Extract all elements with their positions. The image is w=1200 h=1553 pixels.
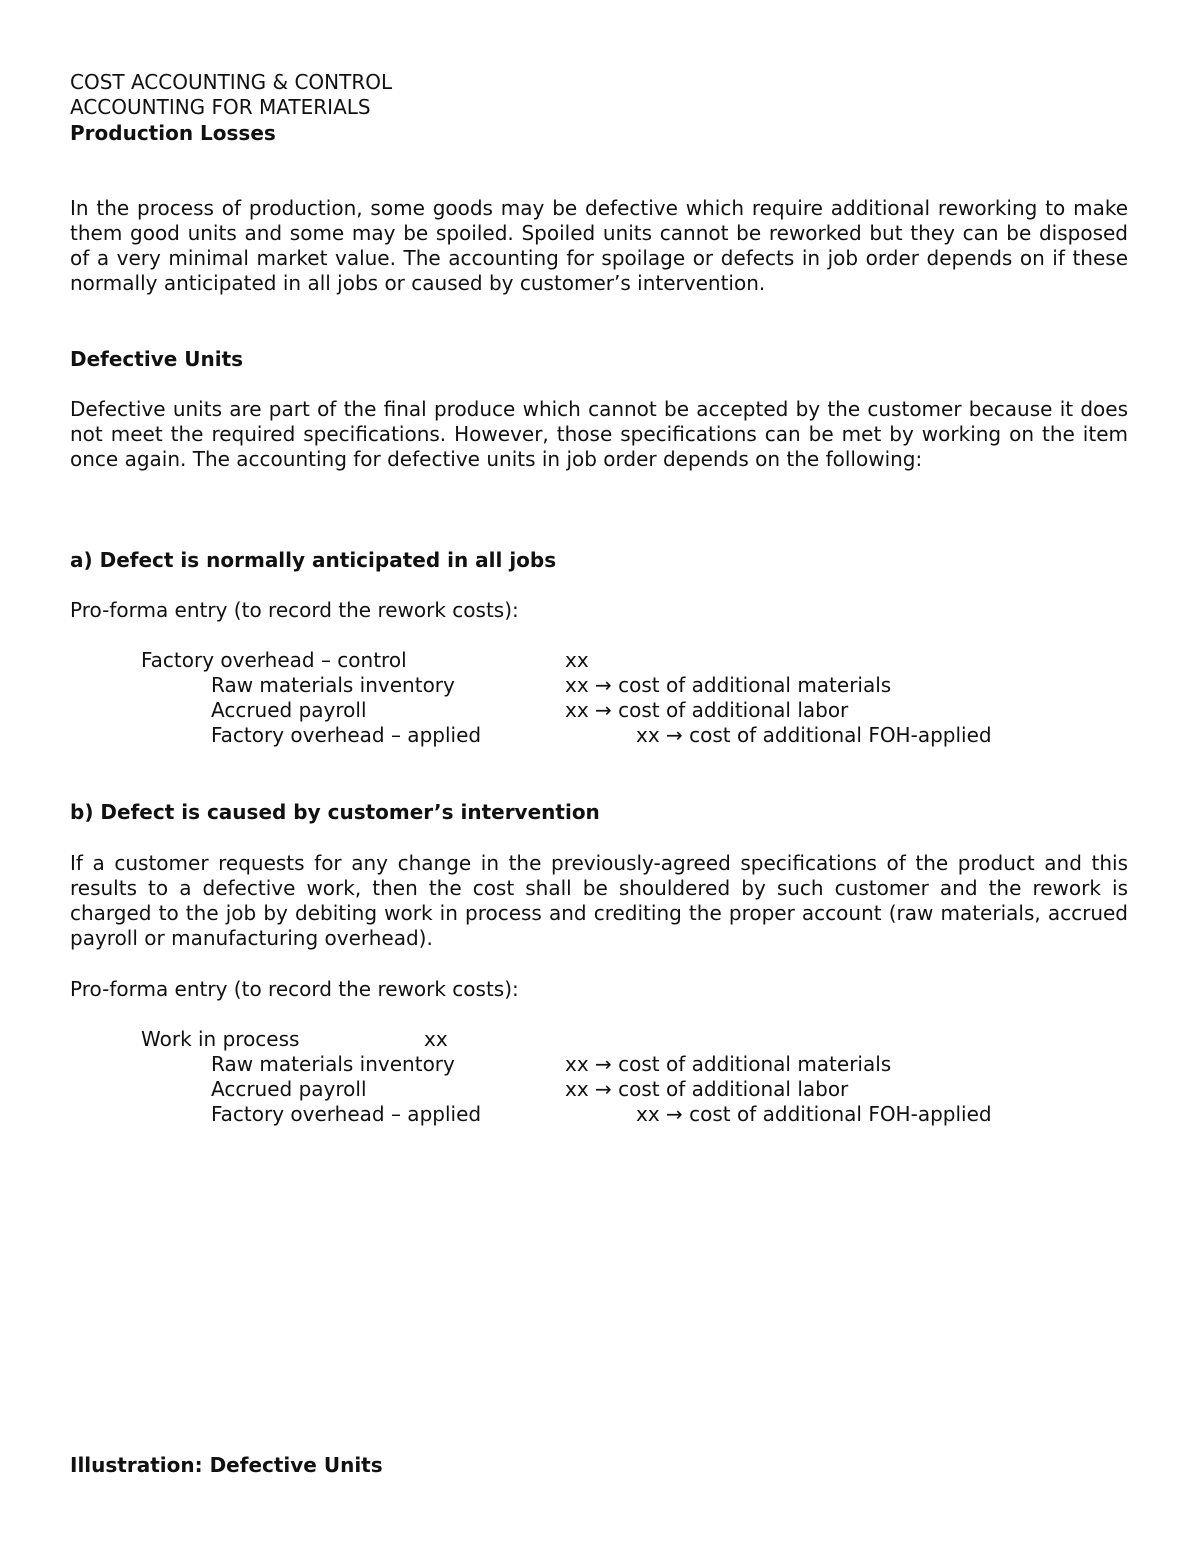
case-b-entry-3-amount: xx → cost of additional labor xyxy=(565,1077,849,1101)
case-a-entry-3-account: Accrued payroll xyxy=(211,698,367,722)
case-b-entry-1-account: Work in process xyxy=(141,1027,300,1051)
case-b-paragraph: If a customer requests for any change in the previously-agreed specifications of the product and this results to a defective work, then the cost shall be shouldered by such customer and the rework is charged to the job by debiting work in process and crediting the proper account (raw materials, accrued payroll or manufacturing overhead). xyxy=(70,851,1128,950)
illustration-heading: Illustration: Defective Units xyxy=(70,1453,383,1477)
case-b-entry-2-account: Raw materials inventory xyxy=(211,1052,455,1076)
course-title: COST ACCOUNTING & CONTROL xyxy=(70,70,393,94)
case-a-entry-1-account: Factory overhead – control xyxy=(141,648,407,672)
case-b-entry-3-account: Accrued payroll xyxy=(211,1077,367,1101)
case-b-proforma-label: Pro-forma entry (to record the rework costs): xyxy=(70,977,519,1001)
intro-paragraph: In the process of production, some goods may be defective which require additional reworking to make them good units and some may be spoiled. Spoiled units cannot be reworked but they can be disposed of a very minimal market value. The accounting for spoilage or defects in job order depends on if these normally anticipated in all jobs or caused by customer’s intervention. xyxy=(70,196,1128,295)
defective-units-heading: Defective Units xyxy=(70,347,244,371)
case-b-heading: b) Defect is caused by customer’s intervention xyxy=(70,800,600,824)
case-a-proforma-label: Pro-forma entry (to record the rework costs): xyxy=(70,598,519,622)
case-a-entry-4-account: Factory overhead – applied xyxy=(211,723,482,747)
case-a-heading: a) Defect is normally anticipated in all jobs xyxy=(70,548,557,572)
case-a-entry-4-amount: xx → cost of additional FOH-applied xyxy=(636,723,992,747)
case-a-entry-1-amount: xx xyxy=(565,648,589,672)
subtopic-title: Production Losses xyxy=(70,121,276,145)
defective-units-paragraph: Defective units are part of the final produce which cannot be accepted by the customer because it does not meet the required specifications. However, those specifications can be met by working on the item once again. The accounting for defective units in job order depends on the following: xyxy=(70,397,1128,471)
topic-title: ACCOUNTING FOR MATERIALS xyxy=(70,95,371,119)
case-b-entry-4-amount: xx → cost of additional FOH-applied xyxy=(636,1102,992,1126)
case-a-entry-2-amount: xx → cost of additional materials xyxy=(565,673,892,697)
case-a-entry-2-account: Raw materials inventory xyxy=(211,673,455,697)
case-b-entry-1-amount: xx xyxy=(424,1027,448,1051)
case-b-entry-2-amount: xx → cost of additional materials xyxy=(565,1052,892,1076)
case-a-entry-3-amount: xx → cost of additional labor xyxy=(565,698,849,722)
case-b-entry-4-account: Factory overhead – applied xyxy=(211,1102,482,1126)
